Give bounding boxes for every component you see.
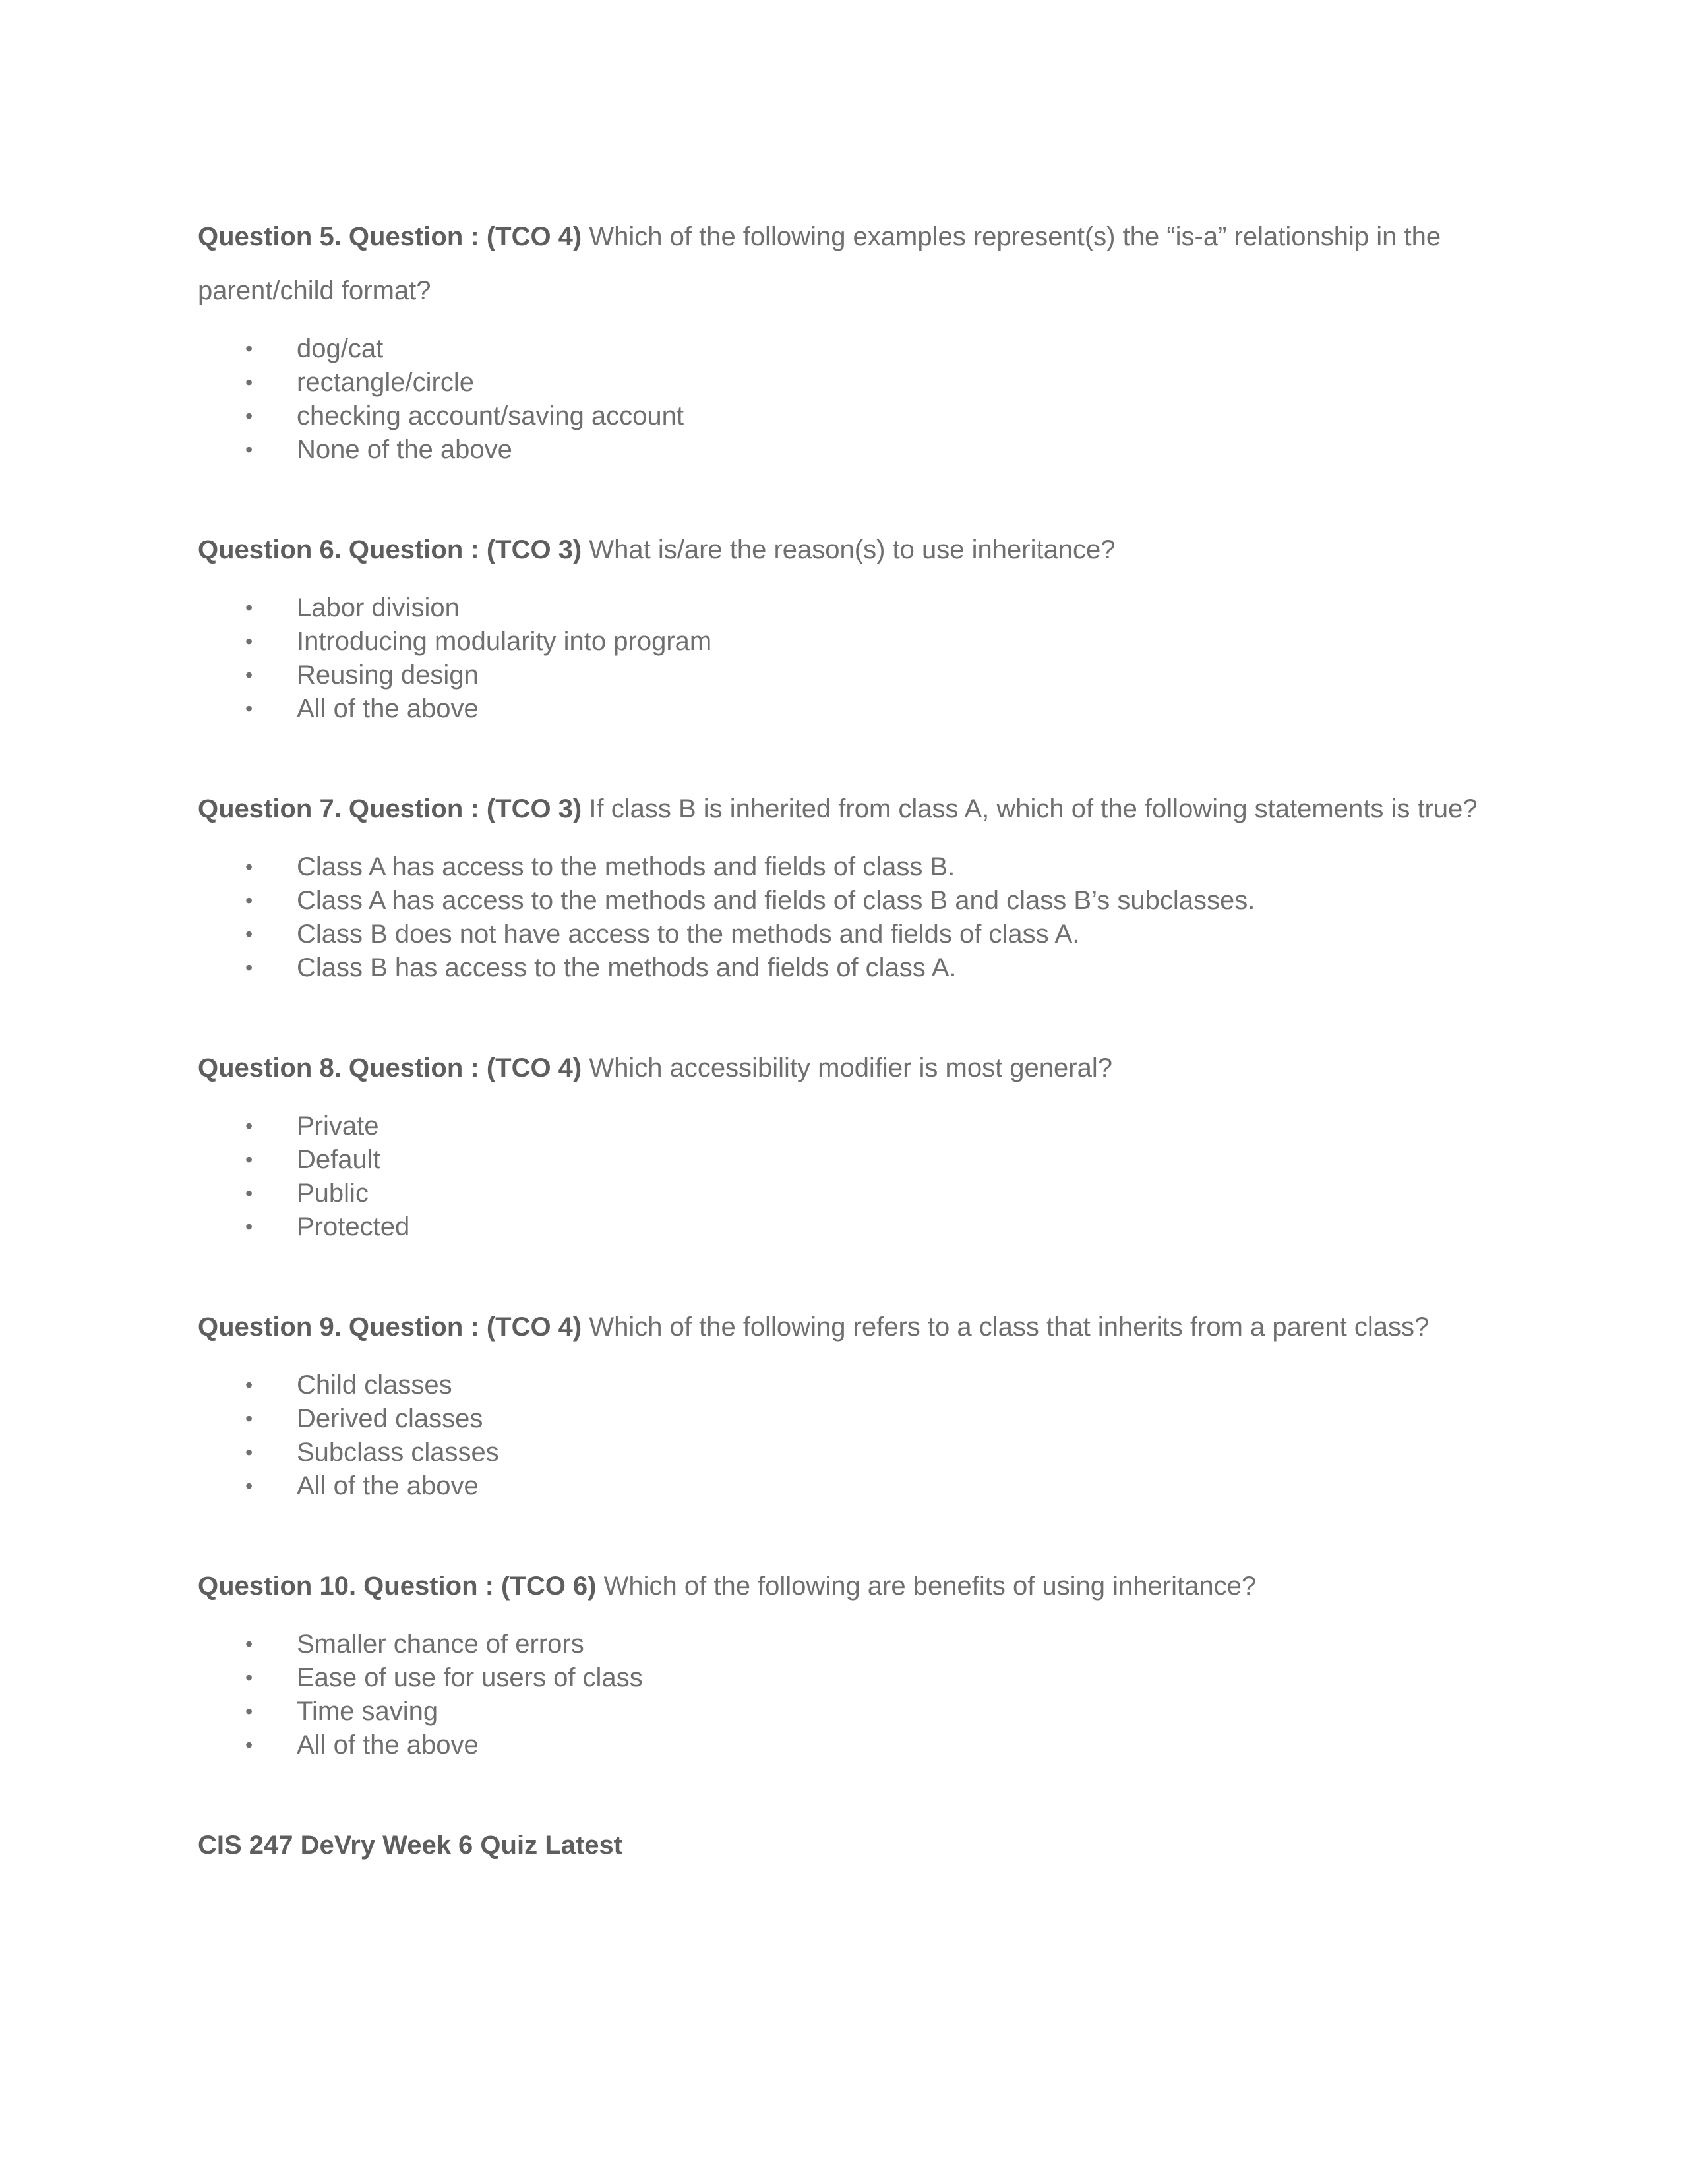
option-item (198, 1661, 1517, 1695)
question-6 (198, 523, 1517, 726)
question-text (198, 1559, 1517, 1613)
bullet-icon: • (245, 1373, 253, 1397)
option-item (198, 1402, 1517, 1436)
bullet-icon: • (245, 1407, 253, 1431)
option-item (198, 659, 1517, 692)
option-label: Derived classes (297, 1404, 483, 1433)
document-page (198, 210, 1517, 1872)
question-8 (198, 1041, 1517, 1244)
question-text (198, 210, 1517, 318)
option-label: Class B has access to the methods and fields of class A. (297, 953, 957, 982)
option-item (198, 591, 1517, 625)
question-text (198, 1041, 1517, 1095)
bullet-icon: • (245, 404, 253, 428)
option-item (198, 884, 1517, 918)
option-label: None of the above (297, 435, 512, 464)
option-label: All of the above (297, 1471, 479, 1500)
option-item (198, 1436, 1517, 1469)
option-item (198, 332, 1517, 366)
option-label: checking account/saving account (297, 401, 684, 430)
options-list (198, 591, 1517, 726)
question-body: Which of the following refers to a class that inherits from a parent class? (582, 1313, 1430, 1342)
bullet-icon: • (245, 855, 253, 879)
options-list (198, 332, 1517, 467)
bullet-icon: • (245, 1632, 253, 1656)
option-item (198, 1109, 1517, 1143)
option-item (198, 951, 1517, 985)
bullet-icon: • (245, 1215, 253, 1239)
option-item (198, 1143, 1517, 1177)
question-heading: Question 8. Question : (TCO 4) (198, 1053, 582, 1082)
question-body: Which of the following examples represent(s) the “is-a” relationship in the parent/child format? (198, 222, 1441, 305)
option-item (198, 1369, 1517, 1402)
options-list (198, 1369, 1517, 1503)
question-text (198, 1300, 1517, 1354)
question-9 (198, 1300, 1517, 1503)
bullet-icon: • (245, 889, 253, 912)
option-label: Reusing design (297, 661, 479, 690)
option-label: Class A has access to the methods and fields of class B and class B’s subclasses. (297, 886, 1255, 915)
option-item (198, 625, 1517, 659)
option-item (198, 1469, 1517, 1503)
bullet-icon: • (245, 922, 253, 946)
bullet-icon: • (245, 1474, 253, 1498)
question-heading: Question 7. Question : (TCO 3) (198, 794, 582, 823)
option-label: Public (297, 1179, 369, 1208)
bullet-icon: • (245, 370, 253, 394)
option-item (198, 366, 1517, 399)
option-label: All of the above (297, 1730, 479, 1759)
options-list (198, 850, 1517, 985)
option-label: Labor division (297, 593, 460, 622)
bullet-icon: • (245, 956, 253, 980)
option-item (198, 1628, 1517, 1661)
option-label: rectangle/circle (297, 368, 475, 397)
question-5 (198, 210, 1517, 467)
question-body: What is/are the reason(s) to use inheritance? (582, 535, 1116, 564)
option-label: Ease of use for users of class (297, 1663, 643, 1692)
bullet-icon: • (245, 1666, 253, 1690)
question-body: If class B is inherited from class A, which of the following statements is true? (582, 794, 1478, 823)
option-label: Child classes (297, 1371, 452, 1400)
bullet-icon: • (245, 1181, 253, 1205)
question-heading: Question 9. Question : (TCO 4) (198, 1313, 582, 1342)
option-label: dog/cat (297, 334, 384, 363)
option-label: Subclass classes (297, 1438, 499, 1467)
option-label: Class B does not have access to the methods and fields of class A. (297, 920, 1080, 949)
bullet-icon: • (245, 1114, 253, 1138)
question-text (198, 782, 1517, 836)
option-label: Smaller chance of errors (297, 1630, 584, 1659)
option-item (198, 692, 1517, 726)
option-item (198, 1177, 1517, 1210)
question-text (198, 523, 1517, 577)
question-body: Which of the following are benefits of using inheritance? (596, 1572, 1257, 1601)
option-item (198, 433, 1517, 467)
option-label: Introducing modularity into program (297, 627, 712, 656)
option-item (198, 1695, 1517, 1728)
bullet-icon: • (245, 1440, 253, 1464)
option-item (198, 918, 1517, 951)
question-7 (198, 782, 1517, 985)
option-label: Private (297, 1111, 379, 1140)
question-heading: Question 10. Question : (TCO 6) (198, 1572, 597, 1601)
question-body: Which accessibility modifier is most general? (582, 1053, 1112, 1082)
option-item (198, 850, 1517, 884)
option-label: Class A has access to the methods and fields of class B. (297, 852, 955, 881)
option-label: Protected (297, 1212, 410, 1241)
options-list (198, 1109, 1517, 1244)
option-label: Time saving (297, 1697, 438, 1726)
footer-title: CIS 247 DeVry Week 6 Quiz Latest (198, 1831, 623, 1860)
option-label: All of the above (297, 694, 479, 723)
option-item (198, 1728, 1517, 1762)
bullet-icon: • (245, 337, 253, 361)
question-10 (198, 1559, 1517, 1762)
question-heading: Question 6. Question : (TCO 3) (198, 535, 582, 564)
options-list (198, 1628, 1517, 1762)
bullet-icon: • (245, 1733, 253, 1757)
bullet-icon: • (245, 596, 253, 620)
bullet-icon: • (245, 697, 253, 721)
bullet-icon: • (245, 1699, 253, 1723)
option-item (198, 399, 1517, 433)
option-item (198, 1210, 1517, 1244)
bullet-icon: • (245, 663, 253, 687)
bullet-icon: • (245, 438, 253, 461)
question-heading: Question 5. Question : (TCO 4) (198, 222, 582, 251)
bullet-icon: • (245, 1148, 253, 1171)
bullet-icon: • (245, 630, 253, 653)
option-label: Default (297, 1145, 380, 1174)
